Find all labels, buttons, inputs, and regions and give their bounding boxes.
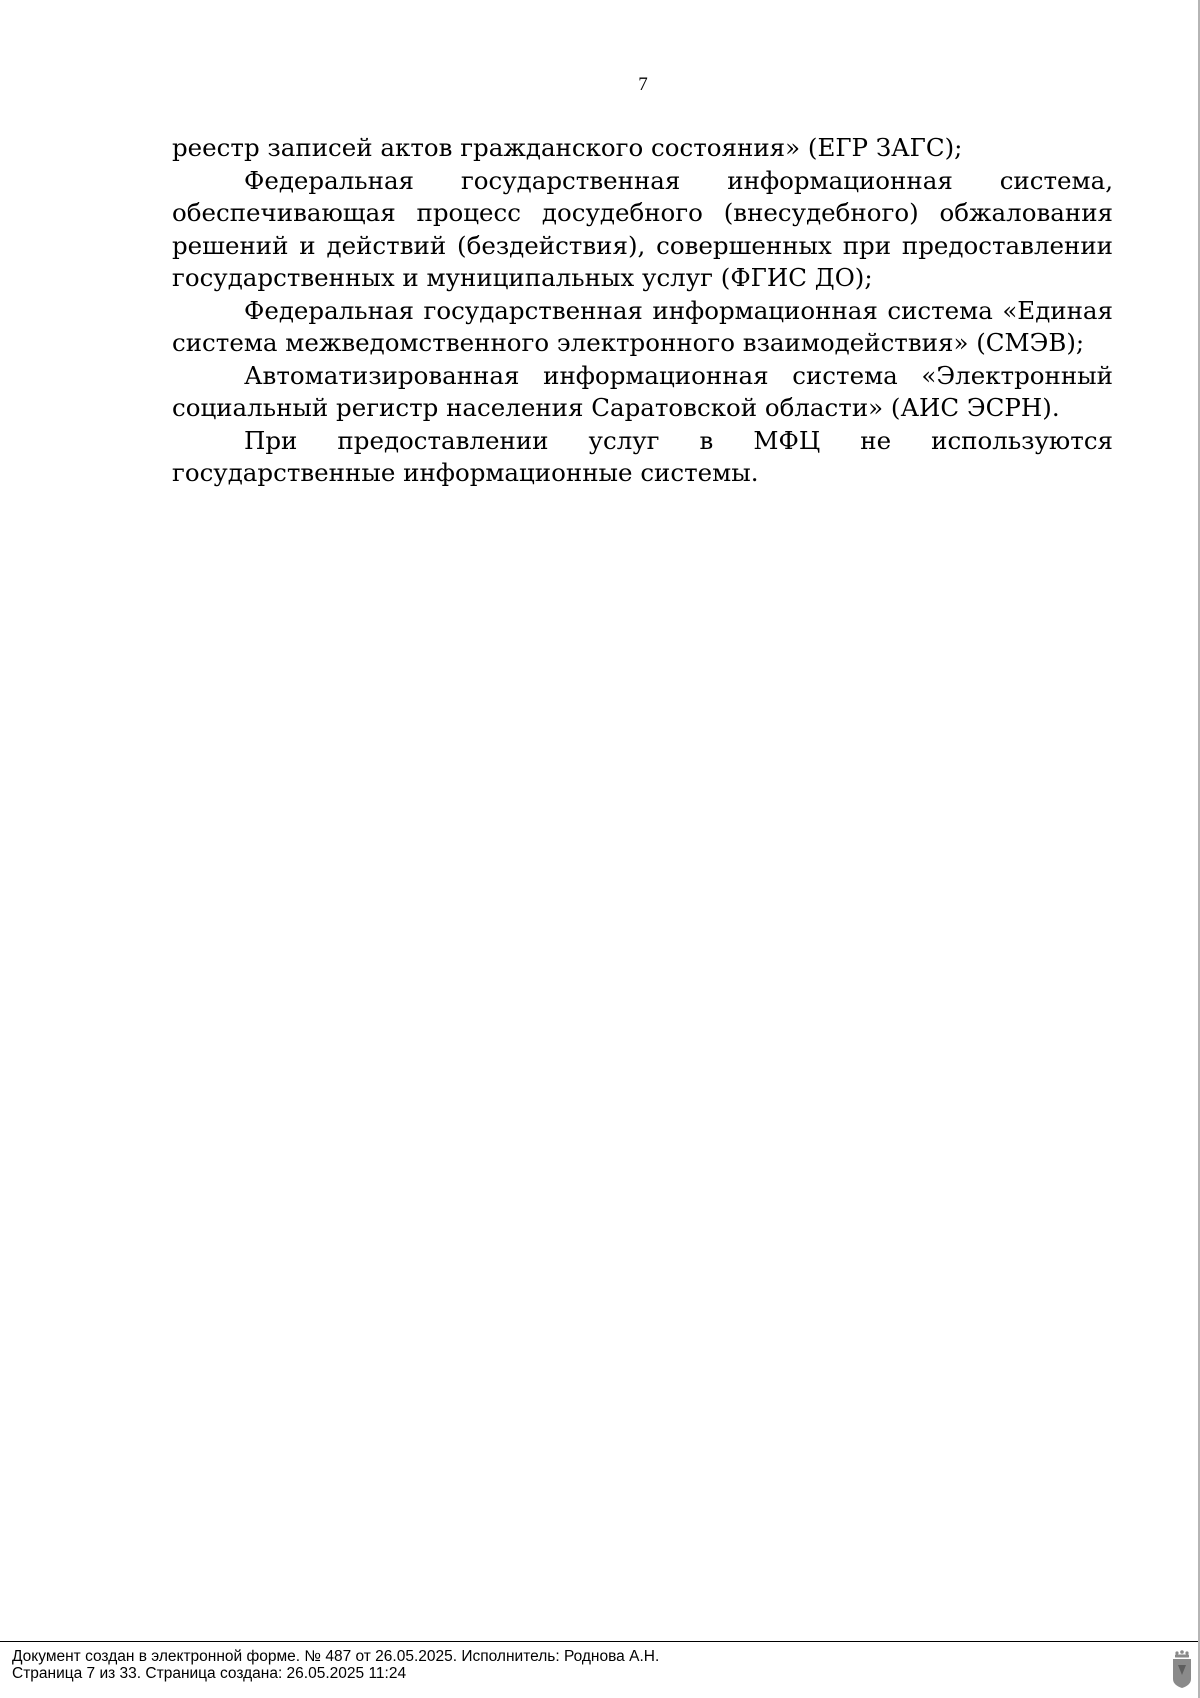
footer [12, 1648, 659, 1682]
coat-of-arms-icon [1170, 1649, 1194, 1689]
paragraph-egr-zags: реестр записей актов гражданского состояния» (ЕГР ЗАГС); [172, 133, 963, 162]
paragraph-fgis-do: Федеральная государственная информационная система, обеспечивающая процесс досудебного (внесудебного) обжалования решений и действий (бездействия), совершенных при предоставлении государственных и муниципальных услуг (ФГИС ДО); [172, 165, 1113, 292]
paragraph-smev: Федеральная государственная информационная система «Единая система межведомственного электронного взаимодействия» (СМЭВ); [172, 295, 1113, 357]
paragraph-ais-esrn: Автоматизированная информационная система «Электронный социальный регистр населения Саратовской области» (АИС ЭСРН). [172, 360, 1113, 422]
footer-document-info: Документ создан в электронной форме. № 487 от 26.05.2025. Исполнитель: Роднова А.Н. [12, 1648, 660, 1665]
footer-divider [0, 1641, 1198, 1642]
page-number: 7 [638, 74, 648, 95]
paragraph-mfc: При предоставлении услуг в МФЦ не используются государственные информационные системы. [172, 425, 1113, 487]
document-body [172, 132, 1113, 490]
footer-page-info: Страница 7 из 33. Страница создана: 26.05.2025 11:24 [12, 1665, 407, 1682]
